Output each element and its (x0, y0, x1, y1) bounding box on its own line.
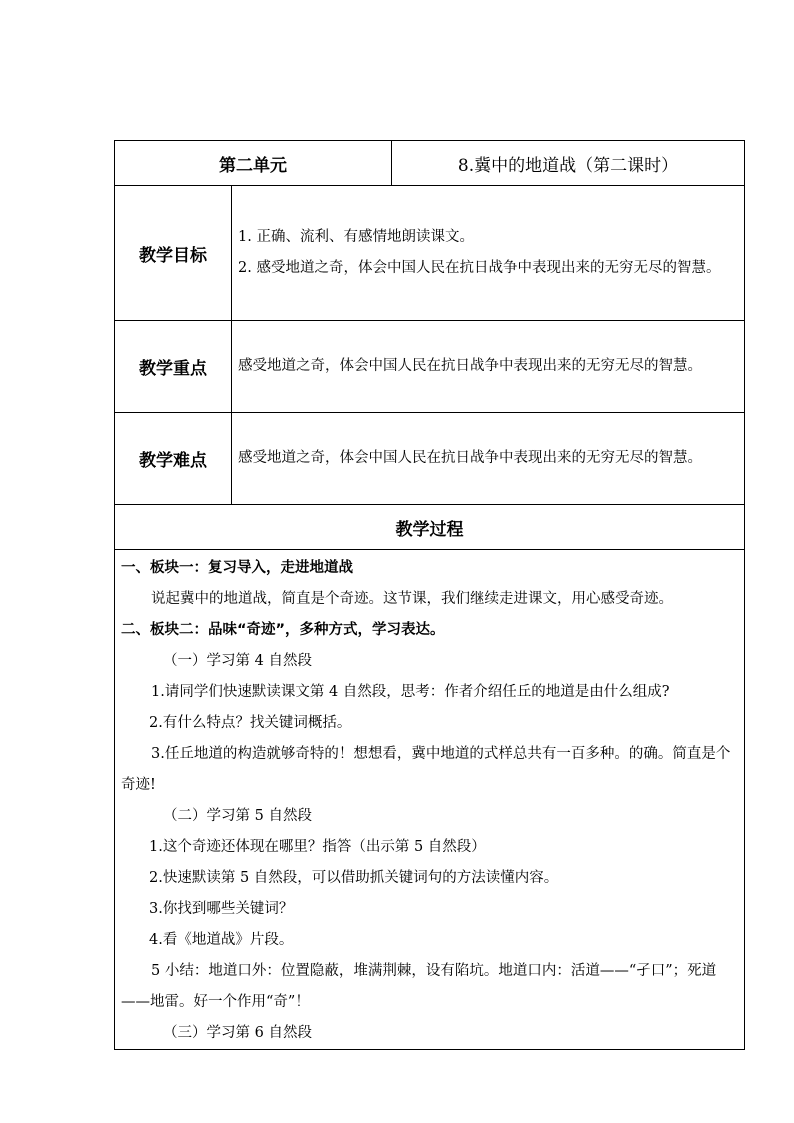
subsection-heading: （二）学习第 5 自然段 (163, 808, 312, 824)
section-heading: 一、板块一：复习导入，走进地道战 (121, 560, 353, 576)
subsection-heading: （三）学习第 6 自然段 (163, 1025, 312, 1041)
subsection-heading: （一）学习第 4 自然段 (163, 653, 312, 669)
list-item: 4.看《地道战》片段。 (149, 932, 294, 948)
lesson-plan-document (114, 140, 744, 1050)
objectives-row (115, 186, 745, 321)
list-item: 2.有什么特点？找关键词概括。 (149, 715, 352, 731)
process-title: 教学过程 (115, 505, 745, 550)
objective-item: 1. 正确、流利、有感情地朗读课文。 (238, 229, 474, 245)
process-title-row (115, 505, 745, 550)
difficulties-label: 教学难点 (115, 413, 232, 505)
difficulties-row (115, 413, 745, 505)
section-heading: 二、板块二：品味“奇迹”，多种方式，学习表达。 (121, 622, 445, 638)
list-item: 2.快速默读第 5 自然段，可以借助抓关键词句的方法读懂内容。 (149, 870, 559, 886)
list-item: 3.你找到哪些关键词？ (149, 901, 294, 917)
difficulties-content: 感受地道之奇，体会中国人民在抗日战争中表现出来的无穷无尽的智慧。 (232, 413, 745, 505)
key-points-label: 教学重点 (115, 321, 232, 413)
objective-item: 2. 感受地道之奇，体会中国人民在抗日战争中表现出来的无穷无尽的智慧。 (238, 260, 721, 276)
key-points-row (115, 321, 745, 413)
paragraph: 说起冀中的地道战，简直是个奇迹。这节课，我们继续走进课文，用心感受奇迹。 (151, 591, 673, 607)
objectives-label: 教学目标 (115, 186, 232, 321)
lesson-title: 8.冀中的地道战（第二课时） (392, 141, 745, 186)
list-item: 1.这个奇迹还体现在哪里？指答（出示第 5 自然段） (149, 839, 486, 855)
list-item: 1.请同学们快速默读课文第 4 自然段，思考：作者介绍任丘的地道是由什么组成? (151, 684, 670, 700)
unit-title: 第二单元 (115, 141, 392, 186)
lesson-plan-table (114, 140, 745, 1050)
list-item: 3.任丘地道的构造就够奇特的！想想看，冀中地道的式样总共有一百多种。的确。简直是个奇迹! (121, 746, 731, 793)
header-row (115, 141, 745, 186)
objectives-content (232, 186, 745, 321)
list-item: 5 小结：地道口外：位置隐蔽，堆满荆棘，设有陷坑。地道口内：活道——“孑口”；死道——地雷。好一个作用“奇”！ (121, 963, 717, 1010)
key-points-content: 感受地道之奇，体会中国人民在抗日战争中表现出来的无穷无尽的智慧。 (232, 321, 745, 413)
process-body-row (115, 550, 745, 1050)
process-content (115, 550, 745, 1050)
